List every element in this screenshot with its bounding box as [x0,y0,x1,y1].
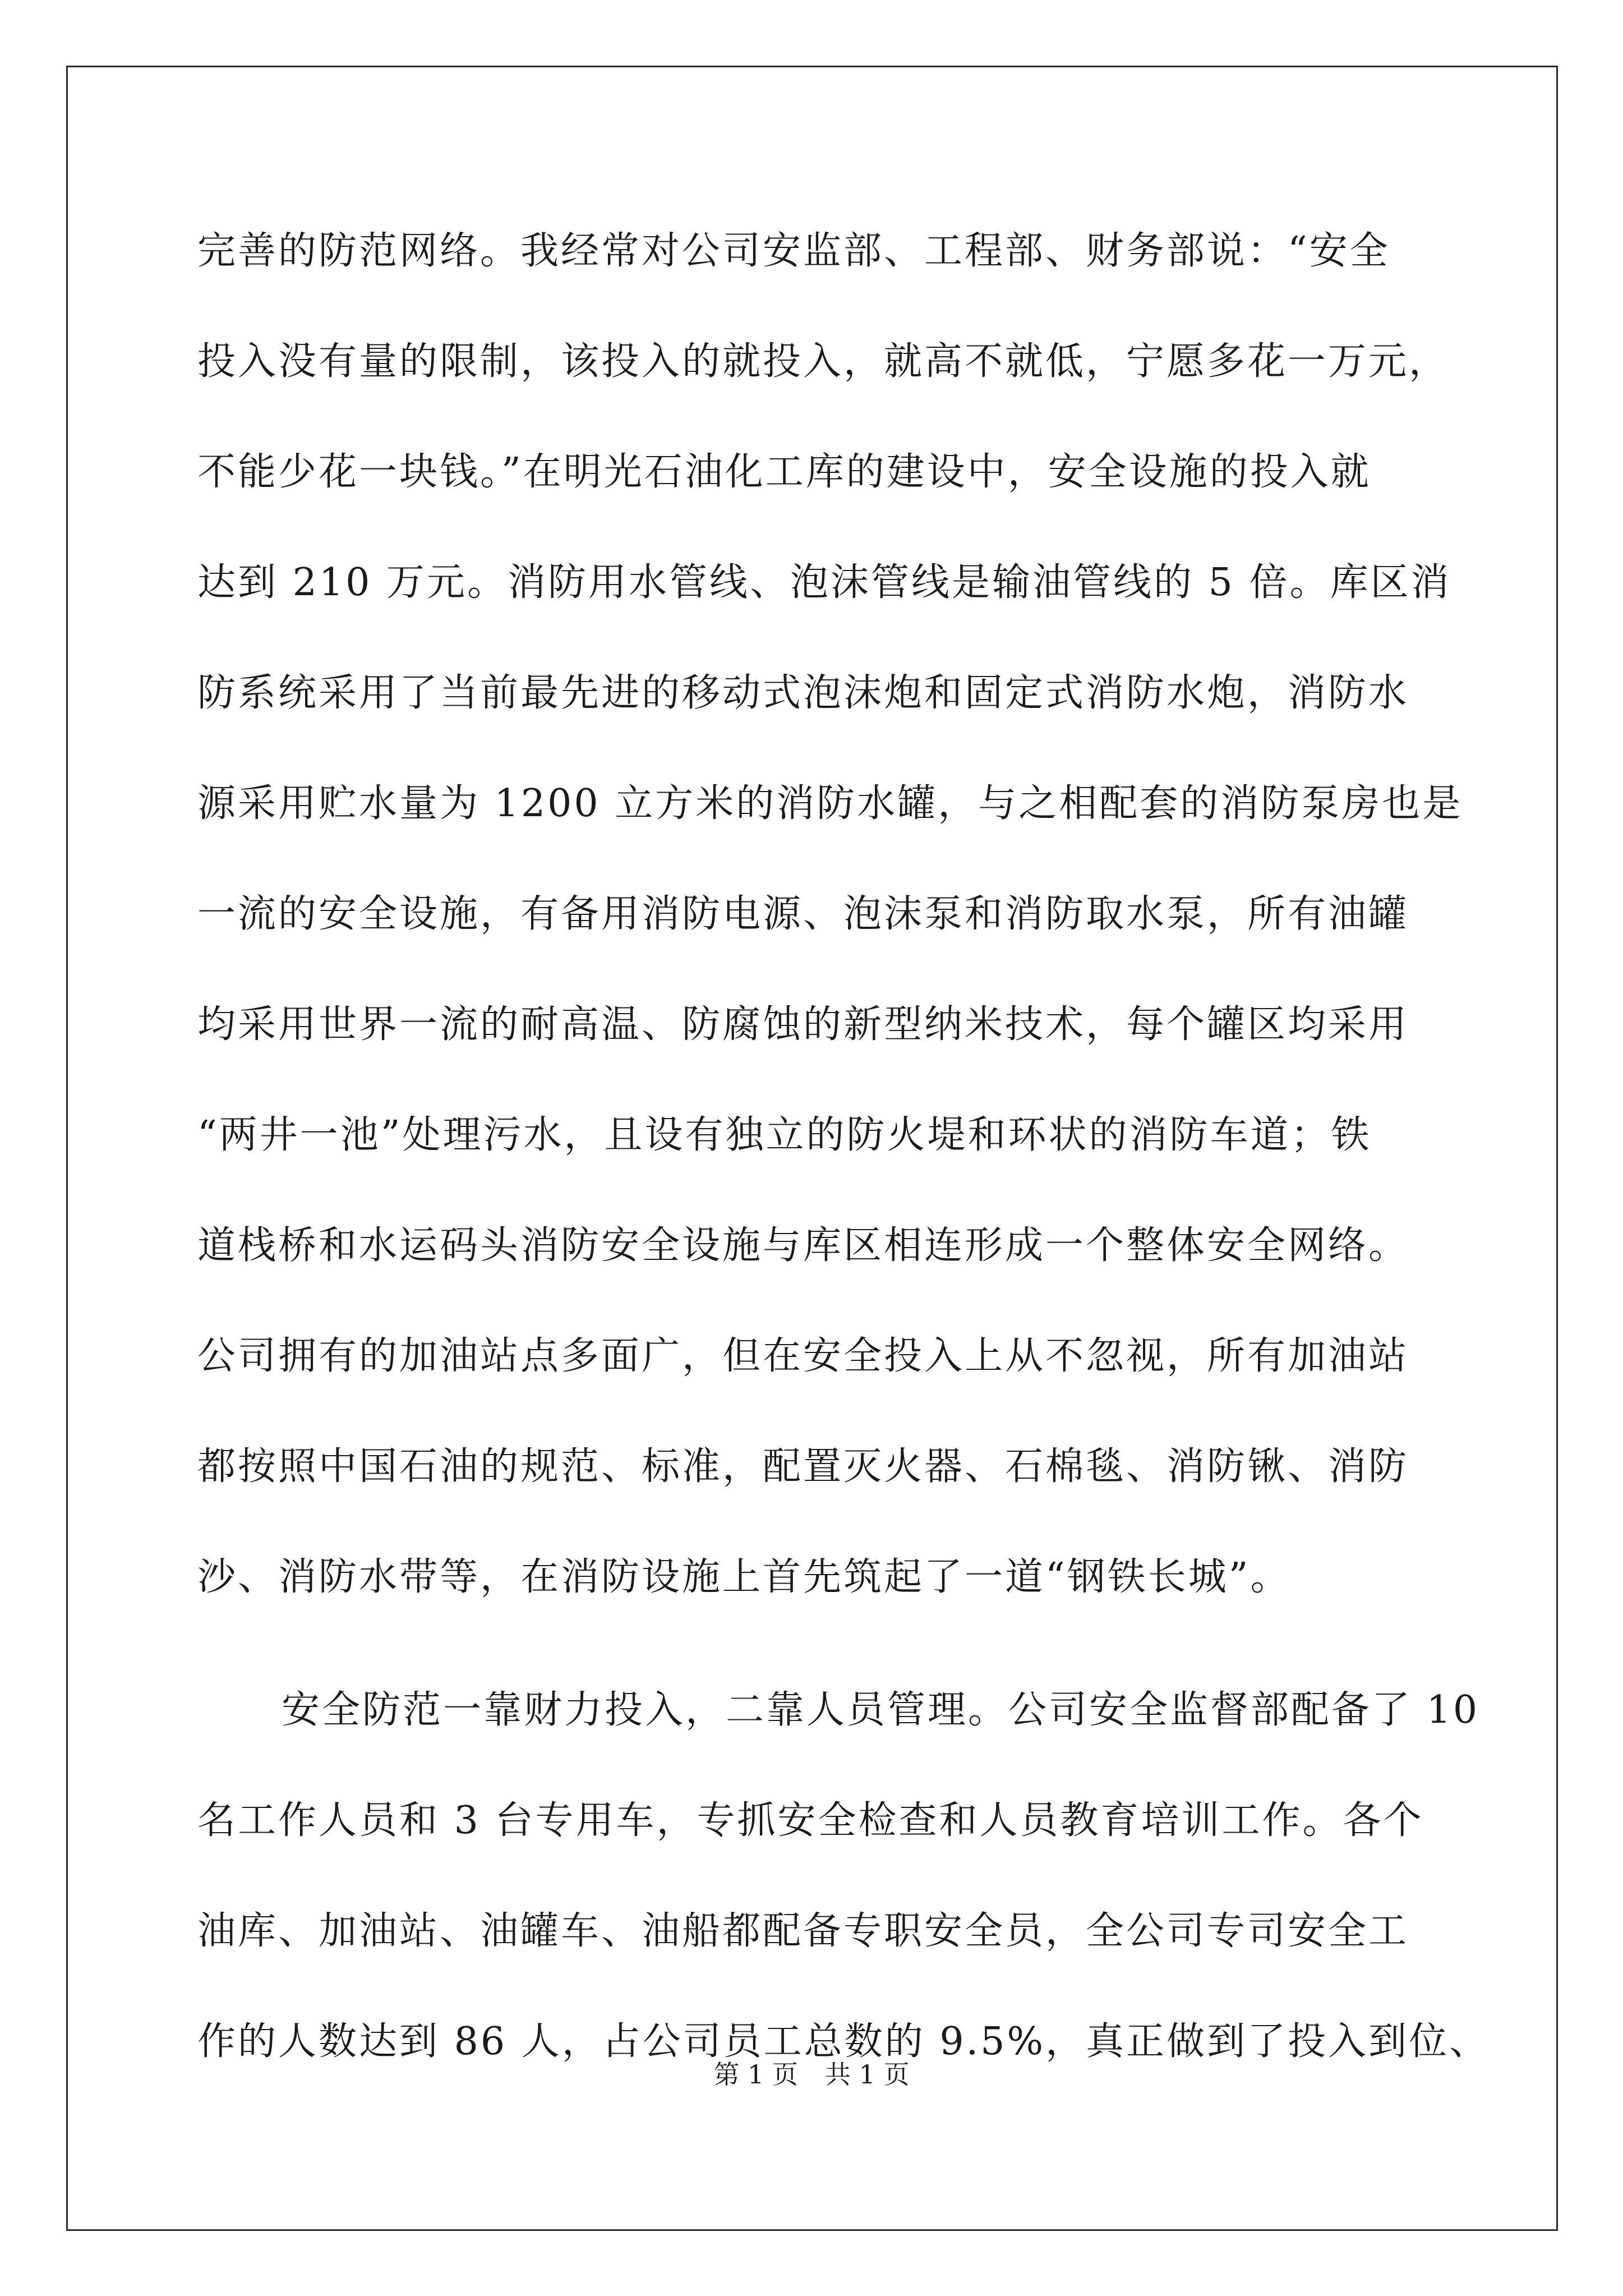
body-line: 均采用世界一流的耐高温、防腐蚀的新型纳米技术，每个罐区均采用 [197,1002,1409,1047]
document-body [197,212,1490,2113]
paragraph-gap [197,1649,1437,1671]
page-footer [0,2058,1623,2091]
body-line: 沙、消防水带等，在消防设施上首先筑起了一道“钢铁长城”。 [197,1555,1291,1599]
body-line: 源采用贮水量为 1200 立方米的消防水罐，与之相配套的消防泵房也是 [197,781,1463,826]
body-line: 投入没有量的限制，该投入的就投入，就高不就低，宁愿多花一万元， [197,339,1450,384]
page-total: 共 1 页 [825,2059,910,2090]
body-line: 不能少花一块钱。”在明光石油化工库的建设中，安全设施的投入就 [197,450,1371,494]
body-line: 道栈桥和水运码头消防安全设施与库区相连形成一个整体安全网络。 [197,1223,1409,1268]
body-line: 一流的安全设施，有备用消防电源、泡沫泵和消防取水泵，所有油罐 [197,892,1409,936]
body-line: “两井一池”处理污水，且设有独立的防火堤和环状的消防车道；铁 [197,1113,1372,1157]
body-line: 都按照中国石油的规范、标准，配置灭火器、石棉毯、消防锹、消防 [197,1444,1409,1489]
body-line: 达到 210 万元。消防用水管线、泡沫管线是输油管线的 5 倍。库区消 [197,560,1451,605]
body-line: 防系统采用了当前最先进的移动式泡沫炮和固定式消防水炮，消防水 [197,671,1409,715]
body-line: 公司拥有的加油站点多面广，但在安全投入上从不忽视，所有加油站 [197,1334,1409,1378]
body-line: 作的人数达到 86 人，占公司员工总数的 9.5%，真正做到了投入到位、 [197,2019,1490,2064]
body-line: 名工作人员和 3 台专用车，专抓安全检查和人员教育培训工作。各个 [197,1798,1424,1843]
body-line: 油库、加油站、油罐车、油船都配备专职安全员，全公司专司安全工 [197,1909,1409,1953]
paragraph-first-line: 安全防范一靠财力投入，二靠人员管理。公司安全监督部配备了 10 [282,1688,1480,1732]
page-number: 第 1 页 [713,2059,798,2090]
body-line: 完善的防范网络。我经常对公司安监部、工程部、财务部说：“安全 [197,229,1390,273]
